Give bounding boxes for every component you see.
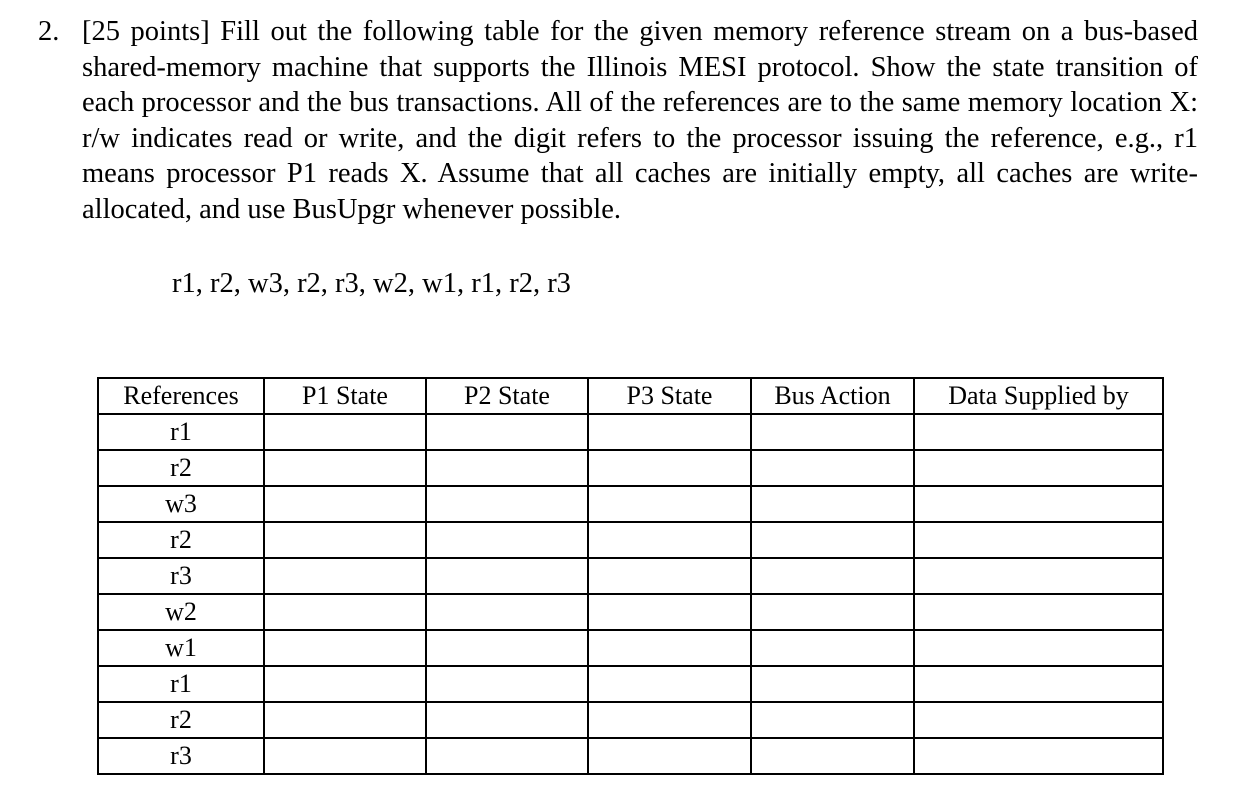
p3-state-cell[interactable]	[588, 702, 751, 738]
bus-action-cell[interactable]	[751, 702, 914, 738]
reference-cell: r2	[98, 450, 264, 486]
reference-cell: w1	[98, 630, 264, 666]
header-data-supplied-by: Data Supplied by	[914, 378, 1163, 414]
table-row	[98, 666, 1163, 702]
data-supplied-cell[interactable]	[914, 522, 1163, 558]
bus-action-cell[interactable]	[751, 666, 914, 702]
data-supplied-cell[interactable]	[914, 666, 1163, 702]
p2-state-cell[interactable]	[426, 522, 588, 558]
data-supplied-cell[interactable]	[914, 630, 1163, 666]
reference-cell: w3	[98, 486, 264, 522]
reference-cell: r2	[98, 522, 264, 558]
p2-state-cell[interactable]	[426, 630, 588, 666]
reference-cell: r2	[98, 702, 264, 738]
p1-state-cell[interactable]	[264, 738, 426, 774]
data-supplied-cell[interactable]	[914, 414, 1163, 450]
p1-state-cell[interactable]	[264, 630, 426, 666]
table-row	[98, 558, 1163, 594]
p1-state-cell[interactable]	[264, 522, 426, 558]
table-header-row	[98, 378, 1163, 414]
question-number: 2.	[38, 16, 60, 47]
data-supplied-cell[interactable]	[914, 486, 1163, 522]
p3-state-cell[interactable]	[588, 594, 751, 630]
reference-cell: r1	[98, 666, 264, 702]
p3-state-cell[interactable]	[588, 558, 751, 594]
p3-state-cell[interactable]	[588, 486, 751, 522]
p1-state-cell[interactable]	[264, 450, 426, 486]
p2-state-cell[interactable]	[426, 666, 588, 702]
p2-state-cell[interactable]	[426, 414, 588, 450]
p3-state-cell[interactable]	[588, 414, 751, 450]
bus-action-cell[interactable]	[751, 486, 914, 522]
p2-state-cell[interactable]	[426, 558, 588, 594]
data-supplied-cell[interactable]	[914, 594, 1163, 630]
p1-state-cell[interactable]	[264, 594, 426, 630]
bus-action-cell[interactable]	[751, 594, 914, 630]
p1-state-cell[interactable]	[264, 558, 426, 594]
table-row	[98, 522, 1163, 558]
bus-action-cell[interactable]	[751, 558, 914, 594]
data-supplied-cell[interactable]	[914, 738, 1163, 774]
p1-state-cell[interactable]	[264, 702, 426, 738]
header-p2-state: P2 State	[426, 378, 588, 414]
reference-cell: r3	[98, 738, 264, 774]
data-supplied-cell[interactable]	[914, 558, 1163, 594]
p3-state-cell[interactable]	[588, 630, 751, 666]
p2-state-cell[interactable]	[426, 486, 588, 522]
data-supplied-cell[interactable]	[914, 702, 1163, 738]
mesi-table	[97, 377, 1164, 775]
reference-sequence: r1, r2, w3, r2, r3, w2, w1, r1, r2, r3	[172, 268, 571, 299]
bus-action-cell[interactable]	[751, 630, 914, 666]
bus-action-cell[interactable]	[751, 414, 914, 450]
table-row	[98, 486, 1163, 522]
header-p3-state: P3 State	[588, 378, 751, 414]
bus-action-cell[interactable]	[751, 450, 914, 486]
header-bus-action: Bus Action	[751, 378, 914, 414]
p3-state-cell[interactable]	[588, 666, 751, 702]
p3-state-cell[interactable]	[588, 738, 751, 774]
bus-action-cell[interactable]	[751, 738, 914, 774]
header-references: References	[98, 378, 264, 414]
p2-state-cell[interactable]	[426, 450, 588, 486]
reference-cell: r1	[98, 414, 264, 450]
question-block	[38, 14, 1198, 227]
reference-cell: w2	[98, 594, 264, 630]
p2-state-cell[interactable]	[426, 702, 588, 738]
table-row	[98, 414, 1163, 450]
data-supplied-cell[interactable]	[914, 450, 1163, 486]
p3-state-cell[interactable]	[588, 522, 751, 558]
p1-state-cell[interactable]	[264, 666, 426, 702]
reference-cell: r3	[98, 558, 264, 594]
table-row	[98, 450, 1163, 486]
table-row	[98, 594, 1163, 630]
p2-state-cell[interactable]	[426, 738, 588, 774]
p1-state-cell[interactable]	[264, 414, 426, 450]
p2-state-cell[interactable]	[426, 594, 588, 630]
header-p1-state: P1 State	[264, 378, 426, 414]
p1-state-cell[interactable]	[264, 486, 426, 522]
p3-state-cell[interactable]	[588, 450, 751, 486]
table-row	[98, 630, 1163, 666]
table-row	[98, 702, 1163, 738]
bus-action-cell[interactable]	[751, 522, 914, 558]
question-text: [25 points] Fill out the following table for the given memory reference stream on a bus-based shared-memory machine that supports the Illinois MESI protocol. Show the state transition of each processor and the bus transactions. All of the references are to the same memory location X: r/w indicates read or write, and the digit refers to the processor issuing the reference, e.g., r1 means processor P1 reads X. Assume that all caches are initially empty, all caches are write-allocated, and use BusUpgr whenever possible.	[82, 16, 1198, 225]
table-row	[98, 738, 1163, 774]
